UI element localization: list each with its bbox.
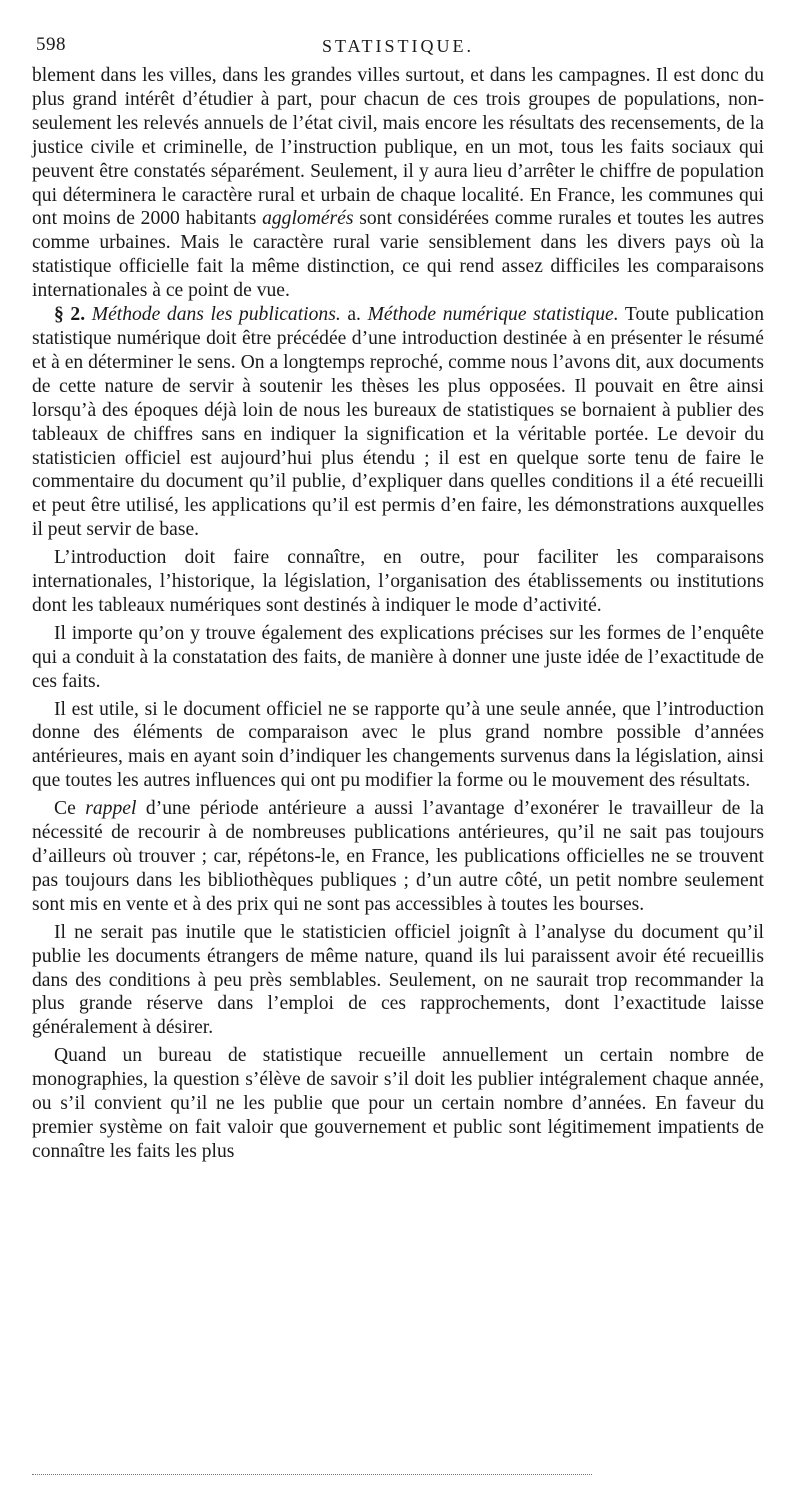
paragraph-text: Ce bbox=[54, 798, 86, 820]
page-number: 598 bbox=[36, 34, 66, 55]
footer-dotted-rule bbox=[32, 1474, 592, 1475]
running-title: STATISTIQUE. bbox=[321, 36, 475, 56]
subsection-title: Méthode numérique statistique. bbox=[367, 304, 619, 326]
paragraph-comparaison: Il est utile, si le document officiel ne se rapporte qu’à une seule année, que l’introduction donne des éléments de comparaison avec le plus grand nombre possible d’années antérieures, mais en ayant soin d’indiquer les changements survenus dans la législation, ainsi que toutes les autres influences qui ont pu modifier la forme ou le mouvement des résultats. bbox=[32, 698, 764, 792]
paragraph-text: sont considérées comme rurales et toutes les autres comme urbaines. Mais le caractère rural varie sensiblement dans les divers pays où la statistique officielle fait la même distinction, ce qui rend assez difficiles les comparaisons internationales à ce point de vue. bbox=[32, 208, 764, 302]
paragraph-monographies: Quand un bureau de statistique recueille annuellement un certain nombre de monographies, la question s’élève de savoir s’il doit les publier intégralement chaque année, ou s’il convient qu’il ne les publie que pour un certain nombre d’années. En faveur du premier système on fait valoir que gouvernement et public sont légitimement impatients de connaître les faits les plus bbox=[32, 1045, 764, 1162]
book-page bbox=[32, 28, 764, 1164]
paragraph-introduction: L’introduction doit faire connaître, en outre, pour faciliter les comparaisons internationales, l’historique, la législation, l’organisation des établissements ou institutions dont les tableaux numériques sont destinés à indiquer le mode d’activité. bbox=[32, 547, 764, 616]
paragraph-villes-campagnes bbox=[32, 64, 764, 303]
paragraph-enquete: Il importe qu’on y trouve également des explications précises sur les formes de l’enquête qui a conduit à la constatation des faits, de manière à donner une juste idée de l’exactitude de ces faits. bbox=[32, 622, 764, 692]
section-title: Méthode dans les publications. bbox=[91, 304, 341, 326]
emphasis-agglomeres: agglomérés bbox=[262, 208, 354, 230]
paragraph-documents-etrangers: Il ne serait pas inutile que le statisticien officiel joignît à l’analyse du document qu’il publie les documents étrangers de même nature, quand ils lui paraissent avoir été recueillis dans des conditions à peu près semblables. Seulement, on ne saurait trop recommander la plus grande réserve dans l’emploi de ces rapprochements, dont l’exactitude laisse généralement à désirer. bbox=[32, 921, 764, 1039]
section-mark: § 2. bbox=[54, 304, 86, 326]
section-methode-publications bbox=[32, 303, 764, 542]
paragraph-text: blement dans les villes, dans les grandes villes surtout, et dans les campagnes. Il est donc du plus grand intérêt d’étudier à part, pour chacun de ces trois groupes de populations, non-seulement les relevés annuels de l’état civil, mais encore les résultats des recensements, de la justice civile et criminelle, de l’instruction publique, en un mot, tous les faits sociaux qui peuvent être constatés séparément. Seulement, il y aura lieu d’arrêter le chiffre de population qui déterminera le caractère rural et urbain de chaque localité. En France, les communes qui ont moins de 2000 habitants bbox=[32, 65, 764, 230]
emphasis-rappel: rappel bbox=[85, 798, 137, 820]
paragraph-text: Toute publication statistique numérique doit être précédée d’une introduction destinée à en présenter le résumé et à en déterminer le sens. On a longtemps reproché, comme nous l’avons dit, aux documents de cette nature de servir à soutenir les thèses les plus opposées. Il pouvait en être ainsi lorsqu’à des époques déjà loin de nous les bureaux de statistiques se bornaient à publier des tableaux de chiffres sans en indiquer la signification et la véritable portée. Le devoir du statisticien officiel est aujourd’hui plus étendu ; il est en quelque sorte tenu de faire le commentaire du document qu’il publie, d’expliquer dans quelles conditions il a été recueilli et peut être utilisé, les applications qu’il est permis d’en faire, les démonstrations auxquelles il peut servir de base. bbox=[32, 304, 764, 541]
subsection-mark: a. bbox=[347, 304, 361, 326]
paragraph-rappel bbox=[32, 797, 764, 917]
paragraph-text: d’une période antérieure a aussi l’avantage d’exonérer le travailleur de la nécessité de recourir à de nombreuses publications antérieures, qu’il ne sait pas toujours d’ailleurs où trouver ; car, répétons-le, en France, les publications officielles ne se trouvent pas toujours dans les bibliothèques publiques ; d’un autre côté, un petit nombre seulement sont mis en vente et à des prix qui ne sont pas accessibles à toutes les bourses. bbox=[32, 798, 764, 915]
running-header bbox=[32, 28, 764, 64]
body-text bbox=[32, 64, 764, 1164]
